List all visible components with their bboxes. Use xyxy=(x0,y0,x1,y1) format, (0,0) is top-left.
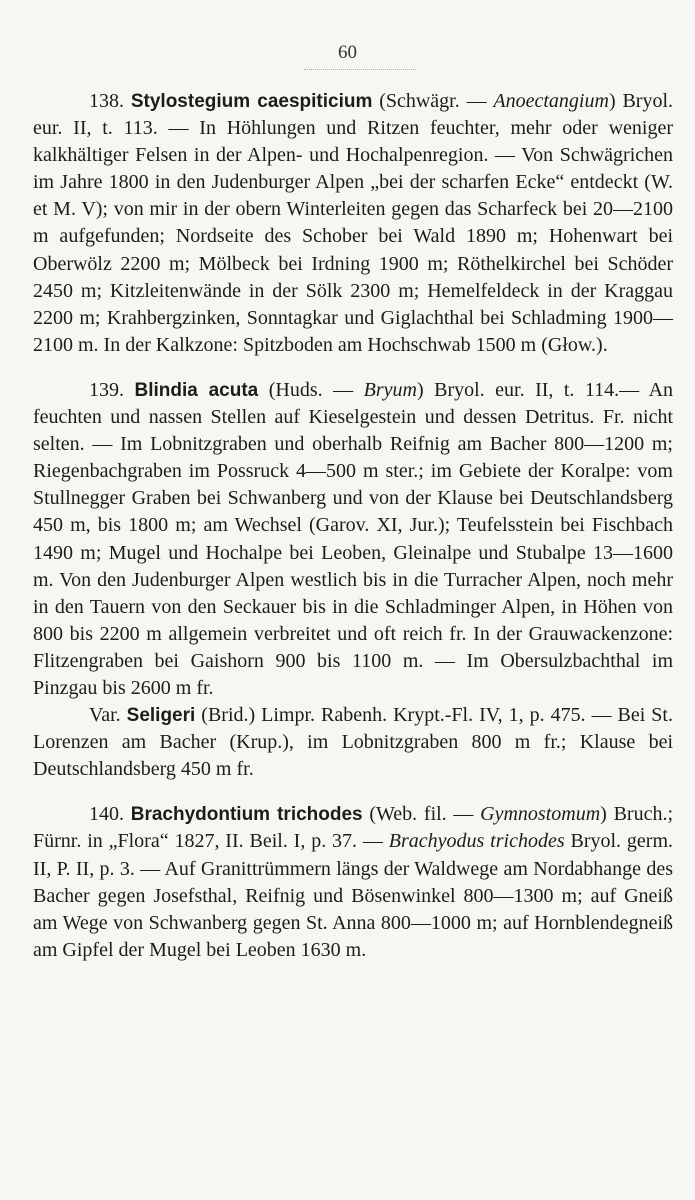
entry-text-2: Bryol. germ. II, P. II, p. 3. — Auf Granittrümmern längs der Waldwege am Nordabhange des Bacher gegen Josefsthal, Reifnig und Bösenwinkel 800—1300 m; auf Gneiß am Wege von Schwanberg gegen St. Anna 800—1000 m; auf Hornblendegneiß am Gipfel der Mugel bei Leoben 1630 m. xyxy=(33,830,673,961)
entry-text: Bruch.; Fürnr. in „Flora“ 1827, II. Beil. I, p. 37. — xyxy=(33,803,673,853)
variety-prefix: Var. xyxy=(89,704,127,727)
author-close: ) xyxy=(608,90,616,112)
page-number: 60 xyxy=(338,42,357,63)
entry-paragraph xyxy=(33,377,673,702)
species-name: Stylostegium caespiticium xyxy=(130,91,373,112)
entry-number: 140. xyxy=(89,803,124,826)
species-name: Blindia acuta xyxy=(134,379,259,401)
variety-name: Seligeri xyxy=(126,705,196,727)
entry-140 xyxy=(33,801,673,964)
synonym: Anoectangium xyxy=(493,90,609,112)
author-open: (Schwägr. — xyxy=(372,90,494,112)
header-rule xyxy=(304,69,416,70)
author-open: (Web. fil. — xyxy=(362,803,481,826)
author-close: ) xyxy=(600,803,607,826)
author-close: ) xyxy=(416,378,424,401)
synonym-2: Brachyodus trichodes xyxy=(388,830,565,853)
entry-text: Bryol. eur. II, t. 113. — In Höhlungen und Ritzen feuchter, mehr oder weniger kalkhältiger Felsen in der Alpen- und Hochalpenregion. — Von Schwägrichen im Jahre 1800 in den Judenburger Alpen „bei der scharfen Ecke“ entdeckt (W. et M. V); von mir in der obern Winterleiten gegen das Scharfeck bei 20—2100 m aufgefunden; Nordseite des Schober bei Wald 1890 m; Hohenwart bei Oberwölz 2200 m; Mölbeck bei Irdning 1900 m; Röthelkirchel bei Schöder 2450 m; Kitzleitenwände in der Sölk 2300 m; Hemelfeldeck in der Kraggau 2200 m; Krahbergzinken, Sonntagkar und Giglachthal bei Schladming 1900—2100 m. In der Kalkzone: Spitzboden am Hochschwab 1500 m (Głow.). xyxy=(33,90,673,356)
variety-text: (Brid.) Limpr. Rabenh. Krypt.-Fl. IV, 1, p. 475. — Bei St. Lorenzen am Bacher (Krup.), im Lobnitzgraben 800 m fr.; Klause bei Deutschlandsberg 450 m fr. xyxy=(33,704,673,781)
synonym: Gymnostomum xyxy=(480,803,601,826)
author-open: (Huds. — xyxy=(258,378,364,401)
variety-paragraph xyxy=(33,702,673,783)
entry-138 xyxy=(33,88,673,359)
synonym: Bryum xyxy=(363,378,417,401)
entry-paragraph xyxy=(33,801,673,964)
entry-paragraph xyxy=(33,88,673,359)
entry-number: 138. xyxy=(89,90,124,112)
entry-text: Bryol. eur. II, t. 114.— An feuchten und nassen Stellen auf Kieselgestein und dessen Detritus. Fr. nicht selten. — Im Lobnitzgraben und oberhalb Reifnig am Bacher 800—1200 m; Riegenbachgraben im Possruck 4—500 m ster.; im Gebiete der Koralpe: vom Stullnegger Graben bei Schwanberg und von der Klause bei Deutschlandsberg 450 m, bis 1800 m; am Wechsel (Garov. XI, Jur.); Teufelsstein bei Fischbach 1490 m; Mugel und Hochalpe bei Leoben, Gleinalpe und Stubalpe 13—1600 m. Von den Judenburger Alpen westlich bis in die Turracher Alpen, noch mehr in den Tauern von den Seckauer bis in die Schladminger Alpen, in Höhen von 800 bis 2200 m allgemein verbreitet und oft reich fr. In der Grauwackenzone: Flitzengraben bei Gaishorn 900 bis 1100 m. — Im Obersulzbachthal im Pinzgau bis 2600 m fr. xyxy=(33,378,674,699)
species-name: Brachydontium trichodes xyxy=(130,804,363,826)
entry-number: 139. xyxy=(89,378,124,401)
entry-139 xyxy=(33,377,673,783)
body-text xyxy=(33,88,673,964)
